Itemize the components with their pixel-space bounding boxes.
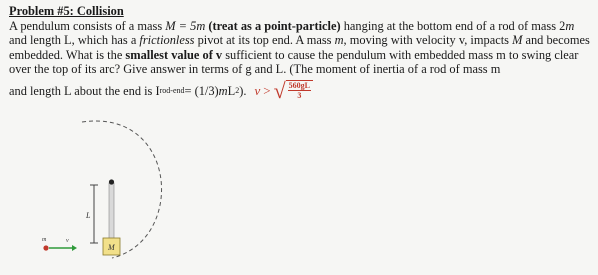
body-part-10: = (1/3) bbox=[184, 83, 219, 98]
answer-numerator: 560gL bbox=[288, 80, 310, 90]
pendulum-rod bbox=[109, 183, 114, 239]
bold-question-phrase: smallest value of v bbox=[125, 47, 223, 62]
length-label: L bbox=[86, 211, 91, 220]
body-part-12: ). bbox=[239, 83, 247, 98]
body-part-7: and becomes embedded. What is the bbox=[9, 33, 590, 62]
squared-superscript: 2 bbox=[235, 85, 240, 95]
incoming-mass-m bbox=[43, 245, 48, 250]
body-part-9: and length L about the end is I bbox=[9, 83, 160, 98]
body-var-M: M bbox=[512, 33, 523, 48]
body-part-4: and length L, which has a bbox=[9, 33, 140, 48]
problem-heading: Problem #5: Collision bbox=[9, 4, 124, 18]
body-var-m3: m bbox=[218, 83, 228, 98]
body-part-8: sufficient to cause the pendulum with embedded mass m to swing clear over the top of its arc? Give answer in terms of g and L. (The moment of inertia of a rod of mass m bbox=[9, 47, 579, 77]
velocity-label: v bbox=[66, 238, 69, 244]
answer-denominator: 3 bbox=[297, 90, 302, 100]
body-part-5: pivot at its top end. A mass bbox=[194, 33, 335, 48]
sqrt-sign-icon: √ bbox=[273, 77, 286, 103]
frictionless-word: frictionless bbox=[139, 33, 195, 48]
body-part-3: hanging at the bottom end of a rod of mass 2 bbox=[340, 18, 566, 33]
mass-m-label: m bbox=[42, 237, 47, 243]
body-part-1: A pendulum consists of a mass bbox=[9, 18, 166, 33]
body-var-m2: m bbox=[334, 33, 344, 48]
velocity-arrow-head-icon bbox=[72, 245, 77, 251]
pivot-point bbox=[109, 179, 114, 184]
body-part-6: , moving with velocity v, impacts bbox=[343, 33, 513, 48]
mass-M-label: M bbox=[108, 243, 115, 252]
mass-expression: M = 5m bbox=[165, 18, 206, 33]
inertia-subscript: rod-end bbox=[159, 85, 185, 95]
point-particle-note: (treat as a point-particle) bbox=[205, 18, 341, 33]
answer-relation: > bbox=[263, 82, 271, 98]
body-var-m1: m bbox=[565, 18, 575, 33]
body-part-11: L bbox=[227, 83, 236, 98]
answer-variable: v bbox=[254, 82, 261, 98]
